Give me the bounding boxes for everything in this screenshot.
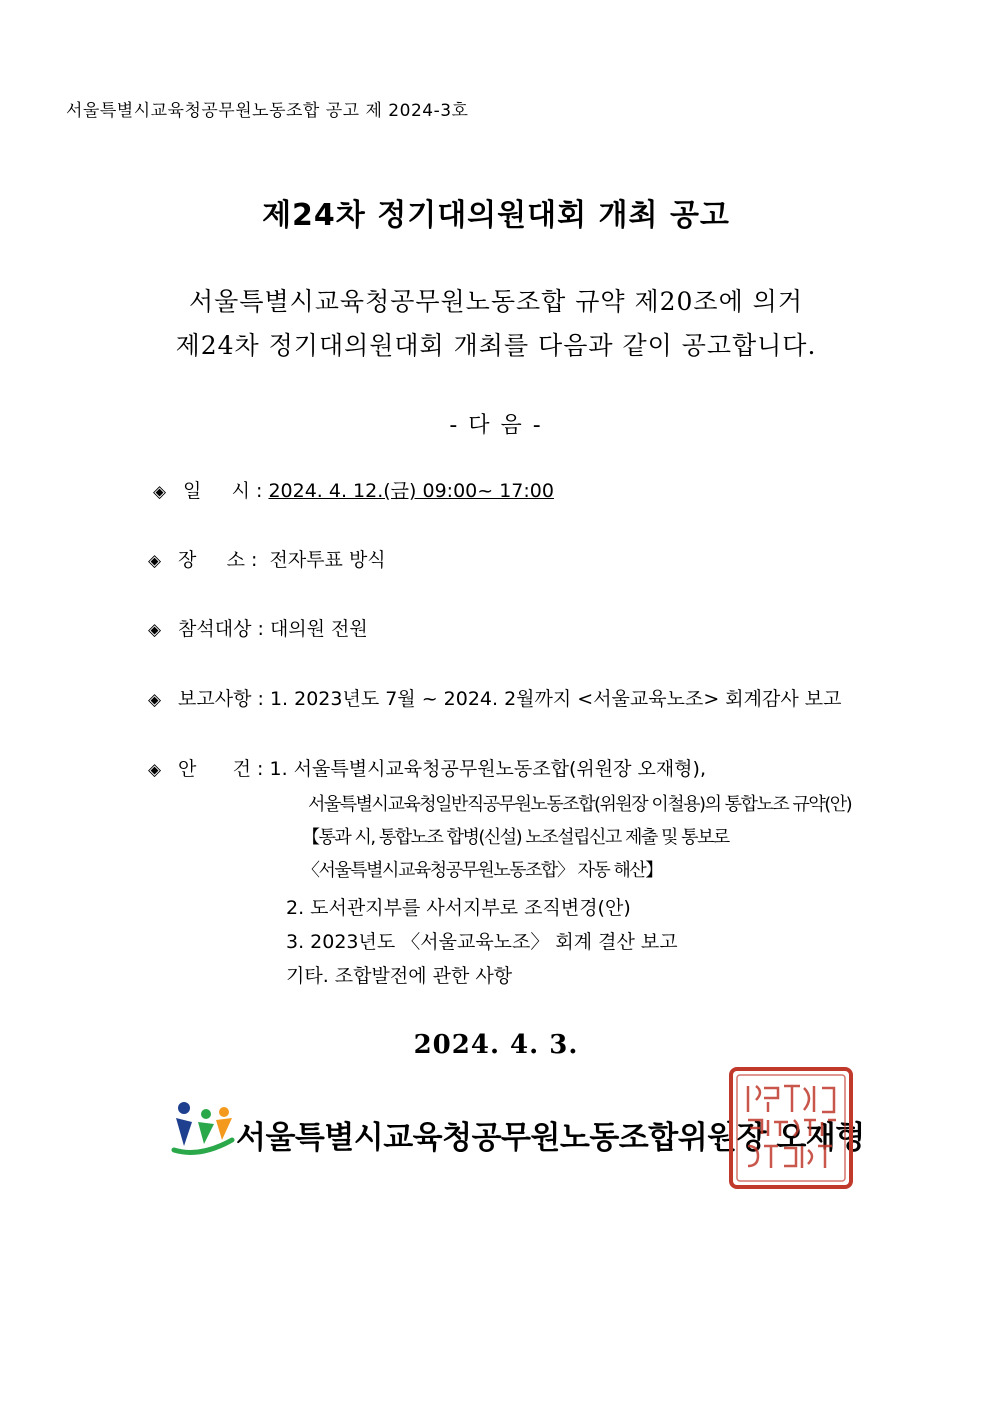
place-value: 전자투표 방식	[269, 549, 386, 571]
item-report	[148, 684, 841, 711]
agenda-label: 안 건 :	[178, 758, 264, 780]
agenda-line-3: 【통과 시, 통합노조 합병(신설) 노조설립신고 제출 및 통보로	[302, 827, 729, 848]
datetime-value: 2024. 4. 12.(금) 09:00~ 17:00	[268, 480, 554, 502]
diamond-bullet-icon: ◈	[148, 551, 162, 571]
item-place	[148, 545, 386, 572]
diamond-bullet-icon: ◈	[153, 482, 167, 502]
diamond-bullet-icon: ◈	[148, 690, 162, 710]
item-datetime	[153, 476, 554, 503]
attendees-value: 대의원 전원	[269, 618, 368, 640]
agenda-line-2: 서울특별시교육청일반직공무원노동조합(위원장 이철용)의 통합노조 규약(안)	[308, 794, 852, 815]
intro-line-1: 서울특별시교육청공무원노동조합 규약 제20조에 의거	[189, 287, 803, 316]
attendees-label: 참석대상 :	[178, 618, 264, 640]
signatory-organization: 서울특별시교육청공무원노동조합위원장 오재형	[236, 1120, 865, 1156]
union-logo-icon	[170, 1100, 236, 1160]
agenda-line-7: 기타. 조합발전에 관한 사항	[286, 965, 513, 987]
report-value: 1. 2023년도 7월 ~ 2024. 2월까지 <서울교육노조> 회계감사 보고	[269, 688, 842, 710]
section-separator: - 다 음 -	[449, 413, 543, 438]
agenda-line-1: 1. 서울특별시교육청공무원노동조합(위원장 오재형),	[269, 758, 706, 780]
place-label: 장 소 :	[178, 549, 258, 571]
report-label: 보고사항 :	[178, 688, 264, 710]
agenda-line-5: 2. 도서관지부를 사서지부로 조직변경(안)	[286, 897, 631, 919]
agenda-line-4: 〈서울특별시교육청공무원노동조합〉 자동 해산】	[302, 860, 662, 881]
item-agenda	[148, 754, 706, 781]
agenda-line-6: 3. 2023년도 〈서울교육노조〉 회계 결산 보고	[286, 931, 678, 953]
intro-line-2: 제24차 정기대의원대회 개최를 다음과 같이 공고합니다.	[175, 331, 817, 360]
official-seal-icon	[728, 1066, 854, 1190]
notice-date: 2024. 4. 3.	[413, 1030, 579, 1060]
datetime-label: 일 시 :	[183, 480, 263, 502]
notice-number: 서울특별시교육청공무원노동조합 공고 제 2024-3호	[66, 101, 469, 121]
item-attendees	[148, 614, 368, 641]
diamond-bullet-icon: ◈	[148, 620, 162, 640]
page-title: 제24차 정기대의원대회 개최 공고	[262, 198, 730, 233]
diamond-bullet-icon: ◈	[148, 760, 162, 780]
